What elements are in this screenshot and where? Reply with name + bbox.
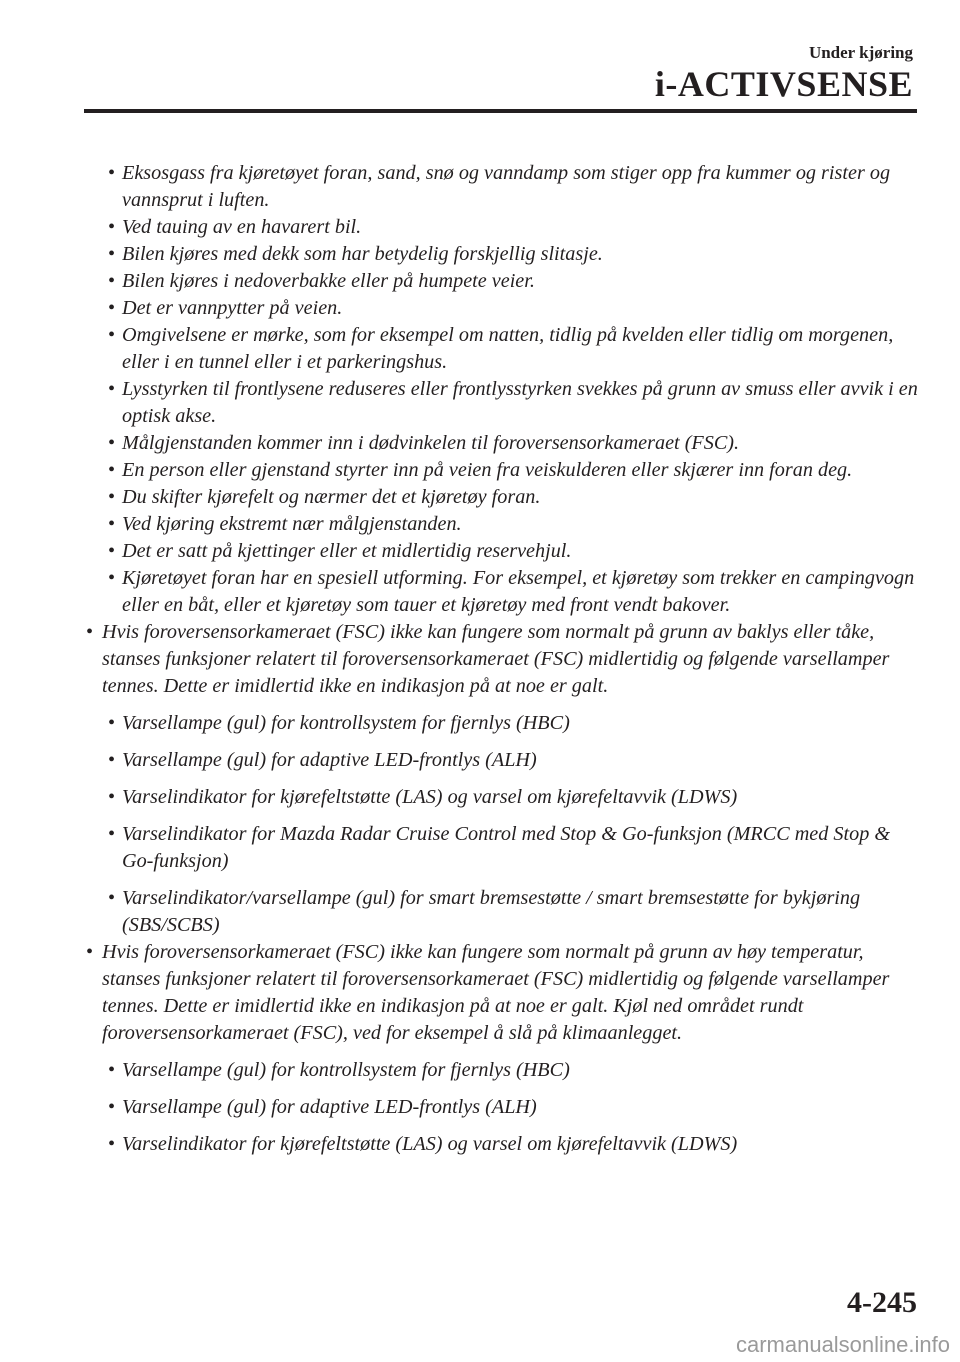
content xyxy=(86,160,918,1158)
bullet-marker: • xyxy=(108,513,116,535)
sub-bullet-item xyxy=(86,784,918,811)
sub-bullet-item xyxy=(86,430,918,457)
bullet-marker: • xyxy=(86,941,94,963)
bullet-text: Varselindikator for Mazda Radar Cruise Control med Stop & Go-funksjon (MRCC med Stop & Go-funksjon) xyxy=(122,823,891,872)
sub-bullet-item xyxy=(86,885,918,939)
sub-bullet-item xyxy=(86,322,918,376)
section-header: Under kjøring xyxy=(808,43,913,62)
watermark: carmanualsonline.info xyxy=(735,1332,950,1357)
bullet-text: Ved kjøring ekstremt nær målgjenstanden. xyxy=(122,513,462,535)
sub-bullet-item xyxy=(86,511,918,538)
bullet-marker: • xyxy=(108,749,116,771)
sub-bullet-item xyxy=(86,295,918,322)
sub-bullet-item xyxy=(86,160,918,214)
bullet-marker: • xyxy=(108,297,116,319)
bullet-marker: • xyxy=(108,823,116,845)
bullet-marker: • xyxy=(108,567,116,589)
bullet-text: Det er vannpytter på veien. xyxy=(122,297,343,319)
bullet-text: Hvis foroversensorkameraet (FSC) ikke kan fungere som normalt på grunn av høy temperatur, stanses funksjoner relatert til foroversensorkameraet (FSC) midlertidig og følgende varsellamper tennes. Dette er imidlertid ikke en indikasjon på at noe er galt. Kjøl ned området rundt foroversensorkameraet (FSC), ved for eksempel å slå på klimaanlegget. xyxy=(102,941,890,1044)
sub-bullet-item xyxy=(86,747,918,774)
bullet-marker: • xyxy=(108,243,116,265)
sub-bullet-item xyxy=(86,457,918,484)
sub-bullet-item xyxy=(86,565,918,619)
bullet-text: Varselindikator for kjørefeltstøtte (LAS) og varsel om kjørefeltavvik (LDWS) xyxy=(122,786,738,808)
bullet-text: Varsellampe (gul) for kontrollsystem for fjernlys (HBC) xyxy=(122,1059,570,1081)
bullet-text: Du skifter kjørefelt og nærmer det et kjøretøy foran. xyxy=(122,486,541,508)
bullet-text: Det er satt på kjettinger eller et midlertidig reservehjul. xyxy=(122,540,572,562)
bullet-item xyxy=(86,939,918,1047)
bullet-text: Varsellampe (gul) for kontrollsystem for fjernlys (HBC) xyxy=(122,712,570,734)
sub-bullet-item xyxy=(86,710,918,737)
bullet-marker: • xyxy=(108,486,116,508)
bullet-marker: • xyxy=(108,786,116,808)
bullet-marker: • xyxy=(86,621,94,643)
bullet-text: Lysstyrken til frontlysene reduseres eller frontlysstyrken svekkes på grunn av smuss eller avvik i en optisk akse. xyxy=(122,378,918,427)
chapter-title: i-ACTIVSENSE xyxy=(654,64,913,104)
bullet-text: Omgivelsene er mørke, som for eksempel om natten, tidlig på kvelden eller tidlig om morgenen, eller i en tunnel eller i et parkeringshus. xyxy=(122,324,894,373)
bullet-text: Varsellampe (gul) for adaptive LED-frontlys (ALH) xyxy=(122,1096,537,1118)
bullet-marker: • xyxy=(108,1096,116,1118)
bullet-marker: • xyxy=(108,324,116,346)
sub-bullet-item xyxy=(86,484,918,511)
sub-bullet-item xyxy=(86,268,918,295)
page-number: 4-245 xyxy=(847,1286,917,1319)
bullet-marker: • xyxy=(108,162,116,184)
bullet-marker: • xyxy=(108,540,116,562)
sub-bullet-item xyxy=(86,1057,918,1084)
sub-bullet-item xyxy=(86,1094,918,1121)
bullet-text: Varselindikator for kjørefeltstøtte (LAS) og varsel om kjørefeltavvik (LDWS) xyxy=(122,1133,738,1155)
bullet-text: Bilen kjøres i nedoverbakke eller på humpete veier. xyxy=(122,270,535,292)
bullet-marker: • xyxy=(108,1059,116,1081)
bullet-marker: • xyxy=(108,887,116,909)
bullet-text: Varsellampe (gul) for adaptive LED-frontlys (ALH) xyxy=(122,749,537,771)
bullet-marker: • xyxy=(108,432,116,454)
header-rule xyxy=(84,109,917,113)
sub-bullet-item xyxy=(86,821,918,875)
bullet-marker: • xyxy=(108,459,116,481)
bullet-text: Varselindikator/varsellampe (gul) for smart bremsestøtte / smart bremsestøtte for bykjøring (SBS/SCBS) xyxy=(122,887,861,936)
sub-bullet-item xyxy=(86,538,918,565)
bullet-marker: • xyxy=(108,1133,116,1155)
bullet-marker: • xyxy=(108,378,116,400)
bullet-item xyxy=(86,619,918,700)
bullet-marker: • xyxy=(108,270,116,292)
sub-bullet-item xyxy=(86,376,918,430)
bullet-text: Kjøretøyet foran har en spesiell utforming. For eksempel, et kjøretøy som trekker en campingvogn eller en båt, eller et kjøretøy som tauer et kjøretøy med front vendt bakover. xyxy=(122,567,915,616)
bullet-marker: • xyxy=(108,712,116,734)
bullet-text: Ved tauing av en havarert bil. xyxy=(122,216,362,238)
bullet-text: En person eller gjenstand styrter inn på veien fra veiskulderen eller skjærer inn foran deg. xyxy=(122,459,853,481)
bullet-text: Eksosgass fra kjøretøyet foran, sand, snø og vanndamp som stiger opp fra kummer og rister og vannsprut i luften. xyxy=(122,162,891,211)
sub-bullet-item xyxy=(86,1131,918,1158)
bullet-marker: • xyxy=(108,216,116,238)
bullet-text: Bilen kjøres med dekk som har betydelig forskjellig slitasje. xyxy=(122,243,603,265)
sub-bullet-item xyxy=(86,214,918,241)
sub-bullet-item xyxy=(86,241,918,268)
bullet-text: Hvis foroversensorkameraet (FSC) ikke kan fungere som normalt på grunn av baklys eller tåke, stanses funksjoner relatert til foroversensorkameraet (FSC) midlertidig og følgende varsellamper tennes. Dette er imidlertid ikke en indikasjon på at noe er galt. xyxy=(102,621,890,697)
bullet-text: Målgjenstanden kommer inn i dødvinkelen til foroversensorkameraet (FSC). xyxy=(122,432,740,454)
